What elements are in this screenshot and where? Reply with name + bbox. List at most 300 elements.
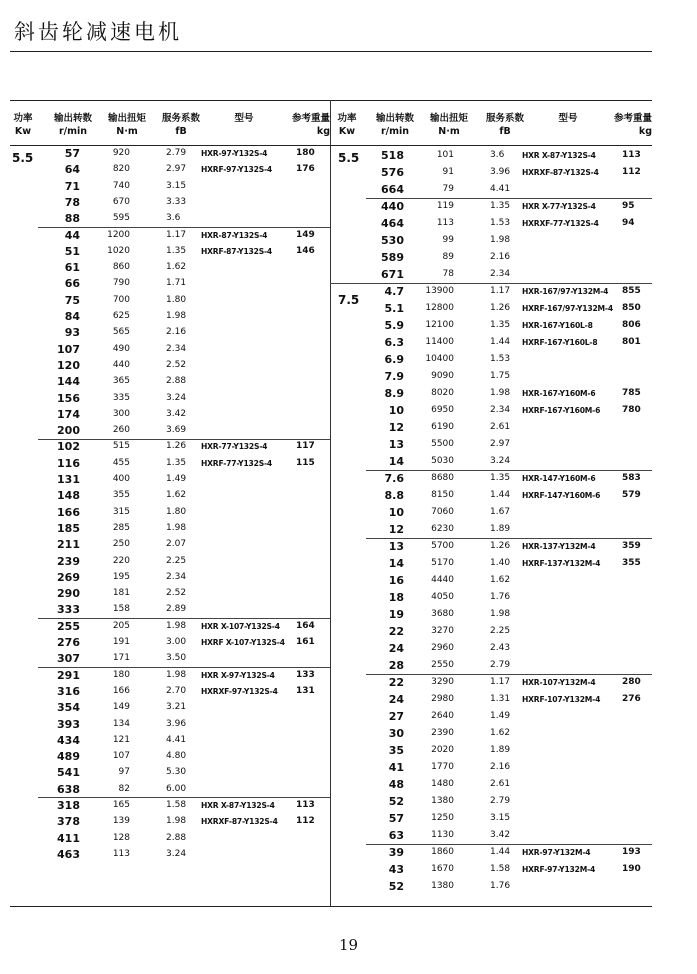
- header-torque: 输出扭矩 N·m: [107, 113, 146, 137]
- right-factor-cell: 1.31: [490, 694, 511, 704]
- left-weight-cell: [296, 390, 326, 407]
- right-factor-cell: 2.79: [490, 796, 511, 806]
- left-weight-cell: 112: [296, 816, 315, 827]
- left-model-cell: [201, 732, 291, 749]
- left-weight-cell: [296, 569, 326, 586]
- right-speed-cell: 14: [388, 455, 404, 468]
- right-speed-cell: 589: [381, 251, 404, 264]
- right-torque-cell: 6230: [431, 524, 454, 534]
- right-factor-cell: 1.98: [490, 235, 511, 245]
- left-torque-cell: 400: [112, 474, 130, 484]
- left-weight-cell: [296, 781, 326, 798]
- right-model-cell: HXR-167-Y160M-6: [522, 389, 596, 398]
- right-speed-cell: 24: [388, 693, 404, 706]
- left-model-cell: [201, 275, 291, 292]
- right-factor-cell: 1.44: [490, 847, 511, 857]
- left-speed-cell: 463: [57, 847, 80, 861]
- right-weight-cell: [622, 810, 652, 827]
- left-model-cell: [201, 178, 291, 195]
- left-factor-cell: 1.80: [166, 506, 187, 517]
- right-weight-cell: 112: [622, 167, 641, 177]
- left-torque-cell: 250: [112, 539, 130, 550]
- right-speed-cell: 12: [388, 421, 404, 434]
- left-group-separator: [38, 227, 330, 228]
- left-model-cell: [201, 471, 291, 488]
- right-factor-cell: 2.97: [490, 439, 511, 449]
- right-weight-cell: [622, 351, 652, 368]
- left-weight-cell: [296, 357, 326, 374]
- left-weight-cell: [296, 504, 326, 521]
- left-speed-cell: 269: [57, 570, 80, 584]
- left-factor-cell: 3.42: [166, 408, 187, 419]
- left-model-cell: [201, 422, 291, 439]
- right-torque-cell: 1250: [431, 813, 454, 823]
- right-model-cell: [522, 606, 618, 623]
- right-model-cell: [522, 725, 618, 742]
- right-model-cell: [522, 657, 618, 674]
- right-speed-cell: 30: [388, 727, 404, 740]
- left-torque-cell: 740: [112, 180, 130, 191]
- right-torque-cell: 2390: [431, 728, 454, 738]
- left-model-cell: [201, 699, 291, 716]
- left-factor-cell: 3.24: [166, 392, 187, 403]
- left-weight-cell: 164: [296, 620, 315, 631]
- right-group-separator: [366, 470, 652, 471]
- left-speed-cell: 120: [57, 358, 80, 372]
- right-factor-cell: 1.58: [490, 864, 511, 874]
- left-model-cell: [201, 487, 291, 504]
- left-weight-cell: [296, 520, 326, 537]
- right-torque-cell: 89: [442, 252, 454, 262]
- right-weight-cell: [622, 181, 652, 198]
- left-speed-cell: 75: [64, 293, 80, 307]
- left-torque-cell: 149: [112, 702, 130, 713]
- right-model-cell: [522, 453, 618, 470]
- left-factor-cell: 1.62: [166, 262, 187, 273]
- right-model-cell: HXR-167-Y160L-8: [522, 321, 593, 330]
- left-speed-cell: 489: [57, 750, 80, 764]
- left-speed-cell: 638: [57, 782, 80, 796]
- right-speed-cell: 10: [388, 506, 404, 519]
- left-weight-cell: [296, 846, 326, 863]
- left-factor-cell: 3.00: [166, 637, 187, 647]
- right-speed-cell: 14: [388, 557, 404, 570]
- right-torque-cell: 3270: [431, 626, 454, 636]
- right-model-cell: [522, 249, 618, 266]
- left-weight-cell: 149: [296, 229, 315, 240]
- right-torque-cell: 12100: [425, 320, 454, 330]
- left-factor-cell: 1.98: [166, 816, 187, 827]
- left-speed-cell: 393: [57, 717, 80, 731]
- right-weight-cell: [622, 759, 652, 776]
- left-weight-cell: 117: [296, 441, 315, 452]
- right-speed-cell: 671: [381, 268, 404, 281]
- right-speed-cell: 440: [381, 200, 404, 213]
- left-weight-cell: 146: [296, 245, 315, 256]
- left-model-cell: HXRF X-107-Y132S-4: [201, 638, 285, 647]
- header-speed: 输出转数 r/min: [53, 113, 92, 137]
- right-torque-cell: 8020: [431, 388, 454, 398]
- left-torque-cell: 595: [112, 213, 130, 224]
- right-speed-cell: 22: [388, 625, 404, 638]
- left-model-cell: [201, 390, 291, 407]
- table-center-divider: [330, 100, 331, 906]
- left-torque-cell: 1200: [107, 229, 130, 240]
- right-weight-cell: [622, 589, 652, 606]
- right-model-cell: HXR-167/97-Y132M-4: [522, 287, 609, 296]
- right-model-cell: [522, 810, 618, 827]
- right-model-cell: [522, 419, 618, 436]
- left-speed-cell: 316: [57, 684, 80, 698]
- right-speed-cell: 39: [388, 846, 404, 859]
- left-factor-cell: 1.98: [166, 522, 187, 533]
- left-factor-cell: 4.80: [166, 751, 187, 762]
- left-factor-cell: 2.52: [166, 588, 187, 599]
- left-group-separator: [38, 439, 330, 440]
- left-speed-cell: 291: [57, 668, 80, 682]
- right-model-cell: [522, 572, 618, 589]
- left-factor-cell: 3.15: [166, 180, 187, 191]
- left-model-cell: [201, 406, 291, 423]
- right-torque-cell: 79: [442, 184, 454, 194]
- left-factor-cell: 3.50: [166, 653, 187, 664]
- right-torque-cell: 91: [442, 167, 454, 177]
- left-torque-cell: 315: [112, 506, 130, 517]
- left-factor-cell: 2.88: [166, 376, 187, 387]
- left-model-cell: HXRXF-87-Y132S-4: [201, 817, 278, 827]
- right-torque-cell: 12800: [425, 303, 454, 313]
- right-torque-cell: 5030: [431, 456, 454, 466]
- right-factor-cell: 1.98: [490, 388, 511, 398]
- left-weight-cell: [296, 259, 326, 276]
- right-speed-cell: 57: [388, 812, 404, 825]
- right-torque-cell: 5700: [431, 541, 454, 551]
- left-torque-cell: 191: [112, 637, 130, 647]
- left-factor-cell: 3.69: [166, 425, 187, 436]
- left-weight-cell: [296, 292, 326, 309]
- right-factor-cell: 1.76: [490, 592, 511, 602]
- header-speed-right: 输出转数 r/min: [375, 113, 414, 137]
- right-factor-cell: 1.53: [490, 354, 511, 364]
- left-weight-cell: [296, 536, 326, 553]
- left-torque-cell: 440: [112, 359, 130, 370]
- left-speed-cell: 51: [64, 244, 80, 258]
- right-factor-cell: 4.41: [490, 184, 511, 194]
- left-torque-cell: 820: [112, 164, 130, 175]
- right-speed-cell: 24: [388, 642, 404, 655]
- right-speed-cell: 22: [388, 676, 404, 689]
- right-model-cell: [522, 759, 618, 776]
- power-right-a: 5.5: [338, 151, 360, 165]
- right-model-cell: [522, 232, 618, 249]
- left-torque-cell: 700: [112, 294, 130, 305]
- right-speed-cell: 48: [388, 778, 404, 791]
- left-weight-cell: 131: [296, 685, 315, 696]
- left-speed-cell: 290: [57, 587, 80, 601]
- right-factor-cell: 1.62: [490, 728, 511, 738]
- right-factor-cell: 1.75: [490, 371, 511, 381]
- right-model-cell: [522, 742, 618, 759]
- left-weight-cell: [296, 585, 326, 602]
- right-speed-cell: 12: [388, 523, 404, 536]
- right-torque-cell: 2550: [431, 660, 454, 670]
- right-weight-cell: [622, 504, 652, 521]
- right-torque-cell: 113: [436, 218, 454, 228]
- left-weight-cell: [296, 830, 326, 847]
- right-factor-cell: 1.26: [490, 303, 511, 313]
- left-torque-cell: 180: [112, 669, 130, 680]
- left-torque-cell: 134: [112, 718, 130, 729]
- right-torque-cell: 4050: [431, 592, 454, 602]
- right-torque-cell: 6950: [431, 405, 454, 415]
- right-weight-cell: [622, 368, 652, 385]
- left-torque-cell: 515: [112, 441, 130, 452]
- left-factor-cell: 2.07: [166, 539, 187, 550]
- left-model-cell: HXRXF-97-Y132S-4: [201, 686, 278, 696]
- left-model-cell: [201, 585, 291, 602]
- right-torque-cell: 99: [442, 235, 454, 245]
- left-group-separator: [38, 797, 330, 798]
- left-weight-cell: [296, 406, 326, 423]
- right-torque-cell: 1860: [431, 847, 454, 857]
- right-weight-cell: [622, 249, 652, 266]
- left-speed-cell: 88: [64, 212, 80, 226]
- right-factor-cell: 3.24: [490, 456, 511, 466]
- right-group-separator: [366, 538, 652, 539]
- left-model-cell: [201, 601, 291, 618]
- left-torque-cell: 565: [112, 327, 130, 338]
- left-model-cell: [201, 764, 291, 781]
- right-factor-cell: 1.98: [490, 609, 511, 619]
- left-model-cell: [201, 748, 291, 765]
- right-factor-cell: 3.6: [490, 150, 505, 160]
- left-torque-cell: 455: [112, 457, 130, 468]
- left-torque-cell: 166: [112, 685, 130, 696]
- right-model-cell: HXR-107-Y132M-4: [522, 678, 596, 687]
- right-speed-cell: 35: [388, 744, 404, 757]
- right-weight-cell: 355: [622, 558, 641, 568]
- left-speed-cell: 354: [57, 701, 80, 715]
- left-torque-cell: 260: [112, 425, 130, 436]
- left-weight-cell: [296, 699, 326, 716]
- left-model-cell: [201, 650, 291, 667]
- right-factor-cell: 2.43: [490, 643, 511, 653]
- left-model-cell: [201, 553, 291, 570]
- right-speed-cell: 13: [388, 540, 404, 553]
- left-factor-cell: 1.58: [166, 800, 187, 810]
- left-model-cell: [201, 194, 291, 211]
- left-speed-cell: 102: [57, 440, 80, 454]
- right-factor-cell: 1.76: [490, 881, 511, 891]
- right-weight-cell: [622, 742, 652, 759]
- right-model-cell: [522, 368, 618, 385]
- right-speed-cell: 8.9: [384, 387, 404, 400]
- right-factor-cell: 1.35: [490, 201, 511, 211]
- left-factor-cell: 1.49: [166, 474, 187, 484]
- left-factor-cell: 3.24: [166, 848, 187, 859]
- right-factor-cell: 1.53: [490, 218, 511, 228]
- right-group-separator: [366, 844, 652, 845]
- right-torque-cell: 1130: [431, 830, 454, 840]
- right-factor-cell: 2.16: [490, 252, 511, 262]
- left-model-cell: [201, 324, 291, 341]
- right-factor-cell: 1.26: [490, 541, 511, 551]
- left-weight-cell: [296, 748, 326, 765]
- right-speed-cell: 10: [388, 404, 404, 417]
- right-speed-cell: 5.1: [384, 302, 404, 315]
- left-speed-cell: 211: [57, 538, 80, 552]
- left-torque-cell: 205: [112, 620, 130, 631]
- left-model-cell: [201, 536, 291, 553]
- left-factor-cell: 2.88: [166, 832, 187, 843]
- left-factor-cell: 2.25: [166, 555, 187, 566]
- left-weight-cell: [296, 324, 326, 341]
- left-weight-cell: 180: [296, 148, 315, 158]
- left-speed-cell: 318: [57, 799, 80, 812]
- left-torque-cell: 128: [112, 832, 130, 843]
- left-factor-cell: 1.98: [166, 620, 187, 631]
- right-speed-cell: 664: [381, 183, 404, 196]
- title-rule: [10, 51, 652, 52]
- right-model-cell: HXRXF-77-Y132S-4: [522, 219, 599, 228]
- right-speed-cell: 63: [388, 829, 404, 842]
- right-factor-cell: 2.16: [490, 762, 511, 772]
- left-factor-cell: 1.80: [166, 294, 187, 305]
- right-weight-cell: [622, 606, 652, 623]
- left-speed-cell: 411: [57, 831, 80, 845]
- right-factor-cell: 1.17: [490, 286, 511, 296]
- right-group-separator: [330, 283, 652, 284]
- right-model-cell: HXRF-167/97-Y132M-4: [522, 304, 613, 313]
- left-torque-cell: 107: [112, 751, 130, 762]
- left-weight-cell: 161: [296, 637, 315, 647]
- header-model-right: 型号: [558, 113, 578, 124]
- right-torque-cell: 5170: [431, 558, 454, 568]
- right-factor-cell: 2.61: [490, 422, 511, 432]
- right-torque-cell: 1480: [431, 779, 454, 789]
- left-speed-cell: 166: [57, 505, 80, 519]
- right-factor-cell: 1.49: [490, 711, 511, 721]
- left-torque-cell: 335: [112, 392, 130, 403]
- right-model-cell: [522, 266, 618, 283]
- left-torque-cell: 860: [112, 262, 130, 273]
- left-factor-cell: 2.97: [166, 164, 187, 175]
- header-factor: 服务系数 fB: [161, 113, 200, 137]
- table-top-rule: [10, 100, 652, 101]
- left-factor-cell: 3.6: [166, 213, 181, 224]
- right-model-cell: [522, 351, 618, 368]
- left-speed-cell: 378: [57, 815, 80, 829]
- right-speed-cell: 28: [388, 659, 404, 672]
- right-torque-cell: 13900: [425, 286, 454, 296]
- right-torque-cell: 78: [442, 269, 454, 279]
- right-weight-cell: 780: [622, 405, 641, 415]
- right-factor-cell: 2.79: [490, 660, 511, 670]
- right-torque-cell: 3290: [431, 677, 454, 687]
- right-speed-cell: 13: [388, 438, 404, 451]
- left-model-cell: HXR-87-Y132S-4: [201, 230, 268, 240]
- right-model-cell: [522, 708, 618, 725]
- right-weight-cell: 280: [622, 677, 641, 687]
- left-factor-cell: 3.21: [166, 702, 187, 713]
- left-weight-cell: [296, 422, 326, 439]
- right-weight-cell: 801: [622, 337, 641, 347]
- right-speed-cell: 530: [381, 234, 404, 247]
- left-torque-cell: 121: [112, 734, 130, 745]
- left-model-cell: [201, 846, 291, 863]
- left-torque-cell: 490: [112, 343, 130, 354]
- left-speed-cell: 66: [64, 277, 80, 291]
- right-weight-cell: [622, 793, 652, 810]
- right-weight-cell: 583: [622, 473, 641, 483]
- left-torque-cell: 171: [112, 653, 130, 664]
- left-speed-cell: 200: [57, 424, 80, 438]
- left-speed-cell: 185: [57, 521, 80, 535]
- left-model-cell: [201, 569, 291, 586]
- left-group-separator: [38, 618, 330, 619]
- left-factor-cell: 1.71: [166, 278, 187, 289]
- left-torque-cell: 365: [112, 376, 130, 387]
- left-weight-cell: [296, 178, 326, 195]
- left-torque-cell: 920: [112, 148, 130, 158]
- left-speed-cell: 93: [64, 326, 80, 340]
- left-speed-cell: 64: [64, 163, 80, 177]
- left-factor-cell: 1.62: [166, 490, 187, 501]
- left-speed-cell: 239: [57, 554, 80, 568]
- right-speed-cell: 576: [381, 166, 404, 179]
- right-model-cell: HXRF-107-Y132M-4: [522, 695, 601, 704]
- right-weight-cell: 359: [622, 541, 641, 551]
- left-torque-cell: 625: [112, 311, 130, 321]
- right-torque-cell: 3680: [431, 609, 454, 619]
- right-speed-cell: 43: [388, 863, 404, 876]
- right-weight-cell: [622, 419, 652, 436]
- right-weight-cell: 190: [622, 864, 641, 874]
- left-model-cell: [201, 210, 291, 227]
- left-model-cell: [201, 520, 291, 537]
- left-factor-cell: 1.98: [166, 669, 187, 680]
- left-speed-cell: 44: [64, 228, 80, 242]
- right-speed-cell: 6.9: [384, 353, 404, 366]
- page-title: 斜齿轮减速电机: [14, 20, 182, 44]
- table-bottom-rule: [10, 906, 652, 907]
- right-torque-cell: 1380: [431, 796, 454, 806]
- left-factor-cell: 2.34: [166, 571, 187, 582]
- table-header-rule: [10, 145, 652, 146]
- left-weight-cell: [296, 487, 326, 504]
- right-torque-cell: 119: [436, 201, 454, 211]
- left-weight-cell: 115: [296, 457, 315, 468]
- left-torque-cell: 181: [112, 588, 130, 599]
- right-model-cell: HXR X-77-Y132S-4: [522, 202, 596, 211]
- left-torque-cell: 285: [112, 522, 130, 533]
- left-weight-cell: [296, 373, 326, 390]
- left-model-cell: [201, 716, 291, 733]
- header-torque-right: 输出扭矩 N·m: [429, 113, 468, 137]
- right-factor-cell: 2.34: [490, 405, 511, 415]
- right-factor-cell: 1.40: [490, 558, 511, 568]
- page-number: 19: [338, 936, 359, 954]
- left-weight-cell: [296, 601, 326, 618]
- right-weight-cell: [622, 725, 652, 742]
- right-group-separator: [366, 198, 652, 199]
- right-speed-cell: 19: [388, 608, 404, 621]
- left-torque-cell: 165: [112, 800, 130, 810]
- right-torque-cell: 9090: [431, 371, 454, 381]
- left-torque-cell: 670: [112, 196, 130, 207]
- right-weight-cell: 806: [622, 320, 641, 330]
- left-model-cell: HXRF-77-Y132S-4: [201, 458, 273, 468]
